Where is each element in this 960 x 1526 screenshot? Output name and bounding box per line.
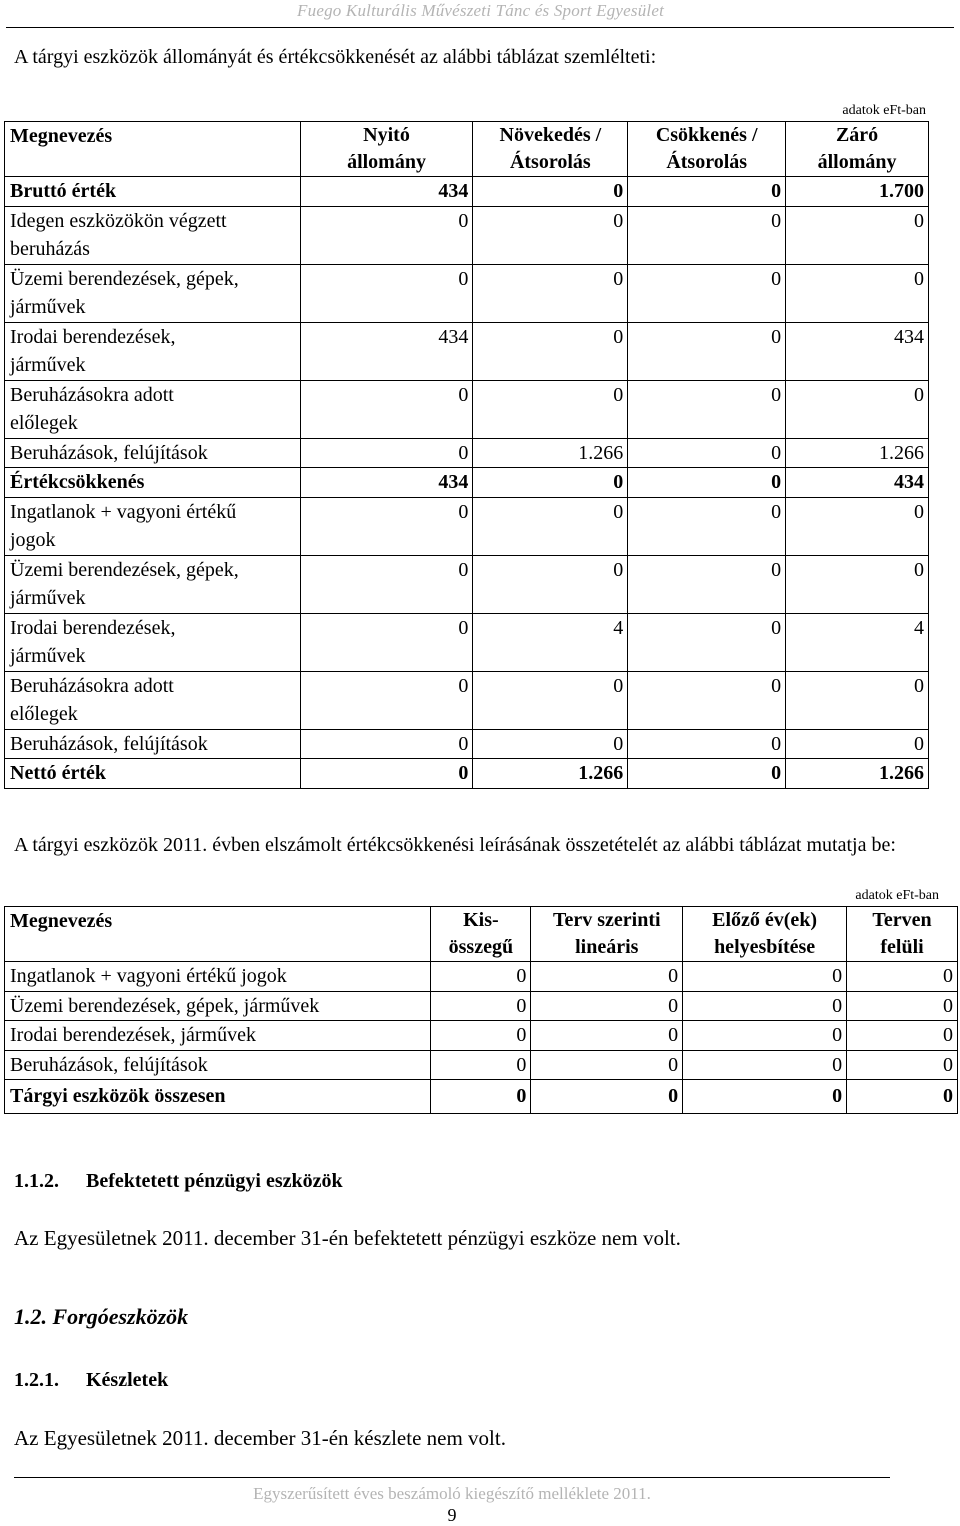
cell-value: 1.266 xyxy=(786,438,929,468)
cell-value: 0 xyxy=(300,380,473,438)
cell-value: 0 xyxy=(473,380,628,438)
row-label: Üzemi berendezések, gépek, járművek xyxy=(5,264,301,322)
cell-value: 0 xyxy=(300,264,473,322)
header-cell-name: Megnevezés xyxy=(5,907,431,962)
header-cell-prior-year: Előző év(ek) helyesbítése xyxy=(683,907,847,962)
header-cell-decrease: Csökkenés / Átsorolás xyxy=(628,122,786,177)
cell-value: 0 xyxy=(786,380,929,438)
row-label: Bruttó érték xyxy=(5,177,301,207)
cell-value: 0 xyxy=(300,206,473,264)
table-row xyxy=(5,991,958,1021)
cell-value: 0 xyxy=(847,962,958,992)
header-cell-name: Megnevezés xyxy=(5,122,301,177)
cell-value: 0 xyxy=(628,468,786,498)
cell-value: 0 xyxy=(473,177,628,207)
cell-value: 0 xyxy=(473,555,628,613)
header-cell-linear: Terv szerinti lineáris xyxy=(531,907,683,962)
table-row xyxy=(5,206,929,264)
row-label: Ingatlanok + vagyoni értékű jogok xyxy=(5,962,431,992)
cell-value: 0 xyxy=(300,497,473,555)
cell-value: 0 xyxy=(628,555,786,613)
section-title: Készletek xyxy=(86,1369,169,1391)
section-heading-1-1-2 xyxy=(14,1170,343,1193)
cell-value: 0 xyxy=(431,1021,531,1051)
header-rule xyxy=(6,27,954,28)
cell-value: 0 xyxy=(431,991,531,1021)
row-label: Beruházásokra adott előlegek xyxy=(5,671,301,729)
cell-value: 0 xyxy=(683,991,847,1021)
depreciation-table xyxy=(4,906,958,1114)
cell-value: 0 xyxy=(628,613,786,671)
row-label: Értékcsökkenés xyxy=(5,468,301,498)
cell-value: 0 xyxy=(431,962,531,992)
cell-value: 0 xyxy=(473,206,628,264)
intro-paragraph: A tárgyi eszközök állományát és értékcsökkenését az alábbi táblázat szemlélteti: xyxy=(14,46,657,68)
cell-value: 1.266 xyxy=(473,438,628,468)
cell-value: 0 xyxy=(628,671,786,729)
cell-value: 0 xyxy=(300,759,473,789)
cell-value: 0 xyxy=(628,322,786,380)
cell-value: 0 xyxy=(786,206,929,264)
row-label: Beruházások, felújítások xyxy=(5,1050,431,1080)
fixed-assets-table xyxy=(4,121,929,789)
cell-value: 0 xyxy=(786,729,929,759)
cell-value: 0 xyxy=(431,1050,531,1080)
table-row xyxy=(5,759,929,789)
cell-value: 0 xyxy=(847,1080,958,1114)
cell-value: 434 xyxy=(300,322,473,380)
page-number: 9 xyxy=(447,1505,457,1525)
depreciation-intro-paragraph: A tárgyi eszközök 2011. évben elszámolt értékcsökkenési leírásának összetételét az alábbi táblázat mutatja be: xyxy=(14,834,896,856)
section-title: Befektetett pénzügyi eszközök xyxy=(86,1170,343,1192)
table-row xyxy=(5,177,929,207)
row-label: Beruházásokra adott előlegek xyxy=(5,380,301,438)
header-cell-increase: Növekedés / Átsorolás xyxy=(473,122,628,177)
row-label: Tárgyi eszközök összesen xyxy=(5,1080,431,1114)
header-cell-small-value: Kis- összegű xyxy=(431,907,531,962)
cell-value: 0 xyxy=(786,671,929,729)
cell-value: 0 xyxy=(531,1021,683,1051)
inventory-paragraph: Az Egyesületnek 2011. december 31-én készlete nem volt. xyxy=(14,1426,506,1450)
cell-value: 0 xyxy=(683,962,847,992)
cell-value: 0 xyxy=(473,322,628,380)
section-heading-1-2: 1.2. Forgóeszközök xyxy=(14,1304,189,1329)
cell-value: 1.266 xyxy=(473,759,628,789)
table-header-row xyxy=(5,122,929,177)
header-cell-extra: Terven felüli xyxy=(847,907,958,962)
row-label: Beruházások, felújítások xyxy=(5,729,301,759)
cell-value: 0 xyxy=(300,555,473,613)
table-row xyxy=(5,497,929,555)
cell-value: 434 xyxy=(786,468,929,498)
header-cell-closing: Záró állomány xyxy=(786,122,929,177)
table-row xyxy=(5,438,929,468)
footer-rule xyxy=(14,1477,890,1478)
cell-value: 0 xyxy=(473,671,628,729)
cell-value: 0 xyxy=(473,264,628,322)
cell-value: 0 xyxy=(473,468,628,498)
section-heading-1-2-1 xyxy=(14,1369,168,1392)
table-row xyxy=(5,322,929,380)
cell-value: 0 xyxy=(300,438,473,468)
cell-value: 0 xyxy=(628,177,786,207)
table-row xyxy=(5,468,929,498)
table-row xyxy=(5,1080,958,1114)
cell-value: 0 xyxy=(683,1050,847,1080)
cell-value: 0 xyxy=(300,671,473,729)
cell-value: 434 xyxy=(786,322,929,380)
cell-value: 4 xyxy=(786,613,929,671)
cell-value: 0 xyxy=(628,264,786,322)
cell-value: 434 xyxy=(300,177,473,207)
row-label: Üzemi berendezések, gépek, járművek xyxy=(5,555,301,613)
section-number: 1.1.2. xyxy=(14,1170,59,1192)
cell-value: 0 xyxy=(531,1080,683,1114)
cell-value: 0 xyxy=(847,991,958,1021)
cell-value: 0 xyxy=(683,1080,847,1114)
cell-value: 0 xyxy=(473,497,628,555)
cell-value: 1.700 xyxy=(786,177,929,207)
table2-units-note: adatok eFt-ban xyxy=(855,888,939,903)
cell-value: 0 xyxy=(531,991,683,1021)
cell-value: 0 xyxy=(628,759,786,789)
table-row xyxy=(5,613,929,671)
running-header-title: Fuego Kulturális Művészeti Tánc és Sport Egyesület xyxy=(297,1,664,20)
cell-value: 0 xyxy=(786,497,929,555)
cell-value: 0 xyxy=(300,729,473,759)
cell-value: 4 xyxy=(473,613,628,671)
row-label: Irodai berendezések, járművek xyxy=(5,1021,431,1051)
cell-value: 0 xyxy=(847,1050,958,1080)
cell-value: 0 xyxy=(531,1050,683,1080)
cell-value: 0 xyxy=(628,380,786,438)
cell-value: 0 xyxy=(683,1021,847,1051)
row-label: Idegen eszközökön végzett beruházás xyxy=(5,206,301,264)
cell-value: 0 xyxy=(786,264,929,322)
table-row xyxy=(5,264,929,322)
row-label: Beruházások, felújítások xyxy=(5,438,301,468)
row-label: Üzemi berendezések, gépek, járművek xyxy=(5,991,431,1021)
table-row xyxy=(5,1021,958,1051)
table-row xyxy=(5,962,958,992)
row-label: Irodai berendezések, járművek xyxy=(5,613,301,671)
cell-value: 434 xyxy=(300,468,473,498)
table-row xyxy=(5,380,929,438)
table-header-row xyxy=(5,907,958,962)
cell-value: 0 xyxy=(300,613,473,671)
row-label: Irodai berendezések, járművek xyxy=(5,322,301,380)
header-cell-opening: Nyitó állomány xyxy=(300,122,473,177)
section-number: 1.2.1. xyxy=(14,1369,59,1391)
cell-value: 0 xyxy=(847,1021,958,1051)
cell-value: 0 xyxy=(628,206,786,264)
row-label: Ingatlanok + vagyoni értékű jogok xyxy=(5,497,301,555)
cell-value: 0 xyxy=(786,555,929,613)
table-row xyxy=(5,1050,958,1080)
cell-value: 0 xyxy=(431,1080,531,1114)
running-footer-title: Egyszerűsített éves beszámoló kiegészítő melléklete 2011. xyxy=(253,1484,651,1503)
table1-units-note: adatok eFt-ban xyxy=(842,103,926,118)
table-row xyxy=(5,671,929,729)
table-row xyxy=(5,555,929,613)
cell-value: 0 xyxy=(531,962,683,992)
row-label: Nettó érték xyxy=(5,759,301,789)
cell-value: 0 xyxy=(628,497,786,555)
table-row xyxy=(5,729,929,759)
cell-value: 0 xyxy=(628,438,786,468)
cell-value: 1.266 xyxy=(786,759,929,789)
cell-value: 0 xyxy=(473,729,628,759)
financial-assets-paragraph: Az Egyesületnek 2011. december 31-én befektetett pénzügyi eszköze nem volt. xyxy=(14,1226,681,1250)
cell-value: 0 xyxy=(628,729,786,759)
